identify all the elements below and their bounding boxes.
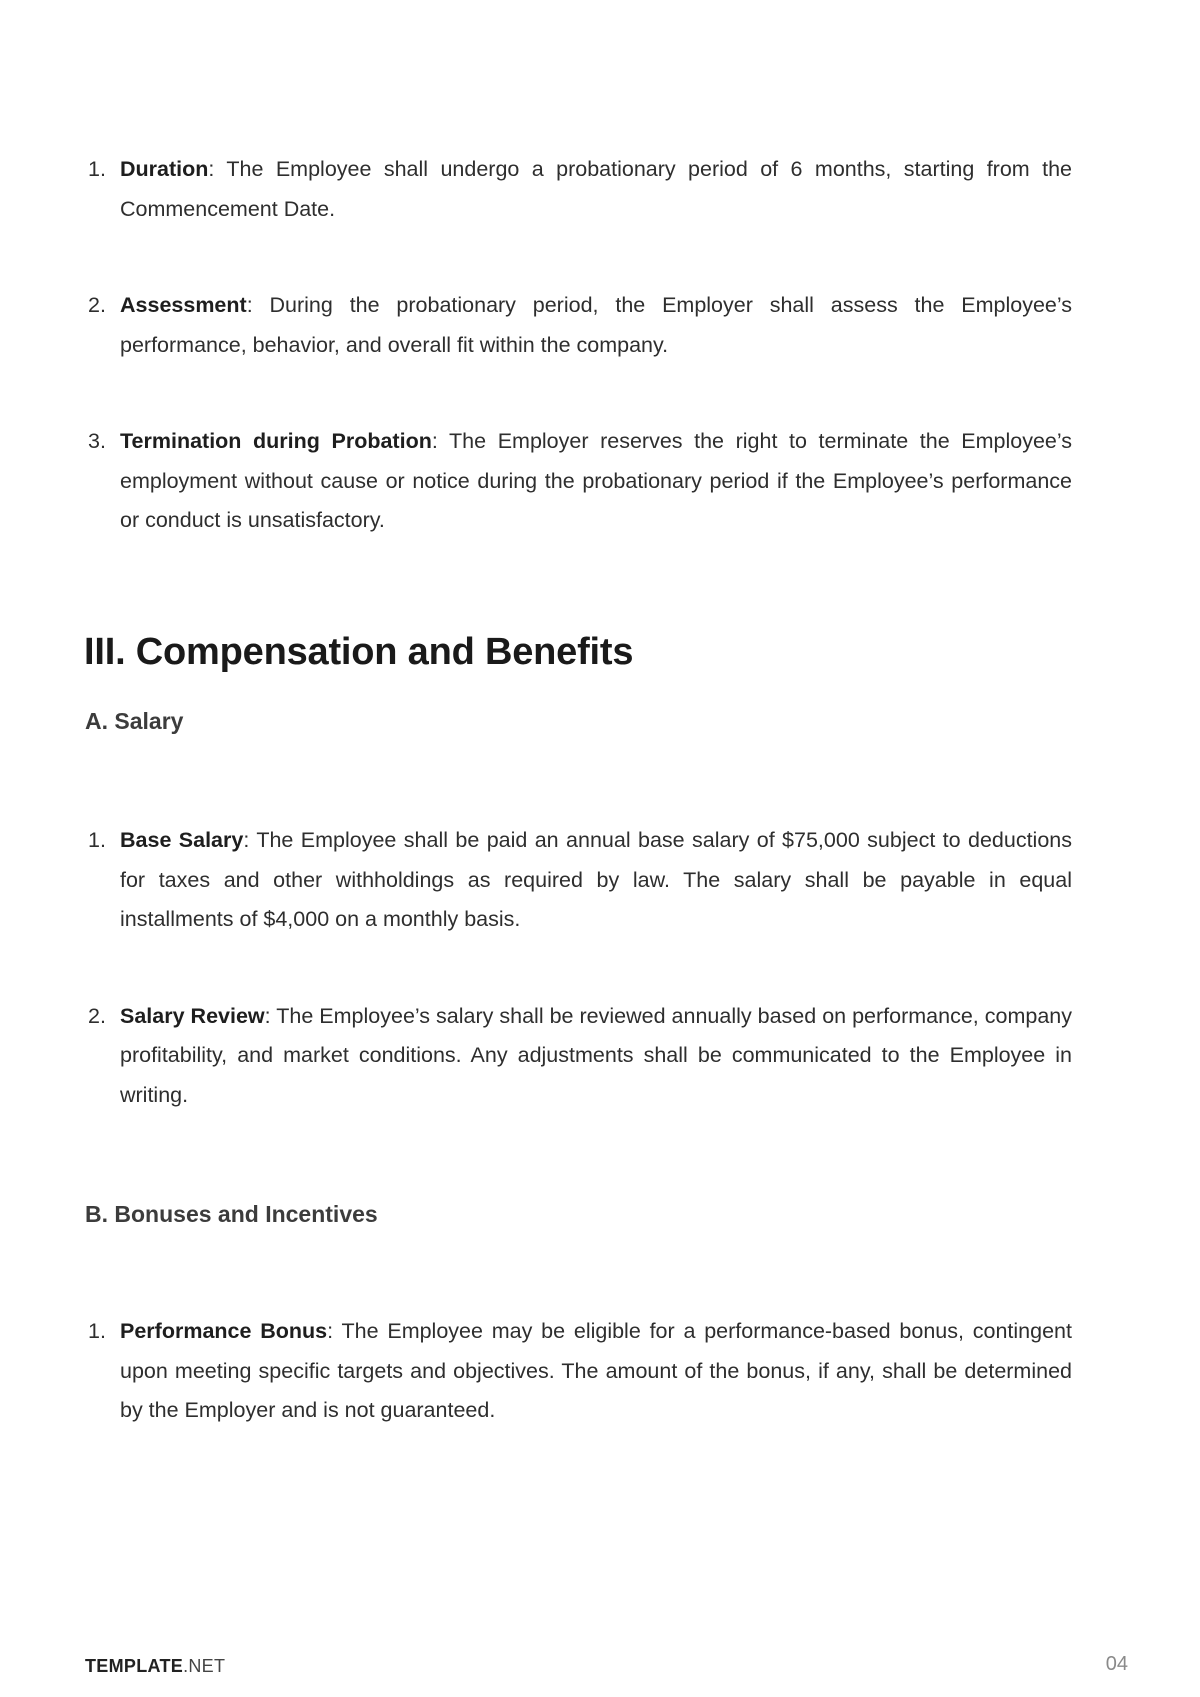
- list-item: [88, 422, 1072, 541]
- item-number: 3.: [88, 429, 106, 453]
- list-item: [88, 997, 1072, 1116]
- page-number: 04: [1105, 1653, 1128, 1675]
- item-separator: :: [246, 293, 253, 317]
- item-term: Base Salary: [120, 828, 244, 852]
- salary-list: [88, 821, 1072, 1115]
- list-item: [88, 150, 1072, 229]
- subheading-salary: A. Salary: [85, 708, 184, 734]
- item-separator: :: [264, 1003, 271, 1028]
- item-term: Performance Bonus: [120, 1319, 328, 1343]
- item-number: 2.: [88, 293, 106, 317]
- item-body: The Employer reserves the right to terminate the Employee’s employment without cause or notice during the probationary period if the Employee’s performance or conduct is unsatisfactory.: [120, 429, 1073, 532]
- list-item: [88, 286, 1072, 365]
- footer-brand-logo: [85, 1656, 225, 1677]
- item-body: The Employee may be eligible for a performance-based bonus, contingent upon meeting specific targets and objectives. The amount of the bonus, if any, shall be determined by the Employer and is not guaranteed.: [120, 1319, 1072, 1422]
- item-term: Termination during Probation: [120, 429, 432, 453]
- item-term: Assessment: [120, 293, 247, 317]
- item-number: 1.: [88, 1319, 106, 1343]
- item-term: Duration: [120, 157, 209, 181]
- item-separator: :: [431, 429, 438, 453]
- item-text: [120, 286, 1072, 365]
- subheading-bonuses: B. Bonuses and Incentives: [85, 1201, 378, 1227]
- item-term: Salary Review: [120, 1003, 265, 1028]
- item-text: [120, 997, 1072, 1116]
- brand-name-bold: TEMPLATE: [85, 1656, 184, 1676]
- list-item: [88, 821, 1072, 940]
- item-separator: :: [208, 157, 215, 181]
- brand-name-suffix: .NET: [183, 1656, 226, 1676]
- probation-list: [88, 150, 1072, 541]
- item-text: [120, 422, 1072, 541]
- item-number: 1.: [88, 157, 106, 181]
- item-separator: :: [327, 1319, 334, 1343]
- list-item: [88, 1312, 1072, 1431]
- item-number: 2.: [88, 1003, 106, 1028]
- item-text: [120, 150, 1072, 229]
- item-separator: :: [243, 828, 250, 852]
- bonuses-list: [88, 1312, 1072, 1431]
- item-text: [120, 1312, 1072, 1431]
- item-body: The Employee shall undergo a probationary period of 6 months, starting from the Commencement Date.: [120, 157, 1072, 221]
- section-heading: III. Compensation and Benefits: [84, 631, 634, 673]
- item-text: [120, 821, 1072, 940]
- item-body: During the probationary period, the Employer shall assess the Employee’s performance, behavior, and overall fit within the company.: [120, 293, 1072, 357]
- item-body: The Employee’s salary shall be reviewed annually based on performance, company profitability, and market conditions. Any adjustments shall be communicated to the Employee in writing.: [120, 1003, 1073, 1107]
- item-number: 1.: [88, 828, 106, 852]
- item-body: The Employee shall be paid an annual base salary of $75,000 subject to deductions for taxes and other withholdings as required by law. The salary shall be payable in equal installments of $4,000 on a monthly basis.: [120, 828, 1072, 931]
